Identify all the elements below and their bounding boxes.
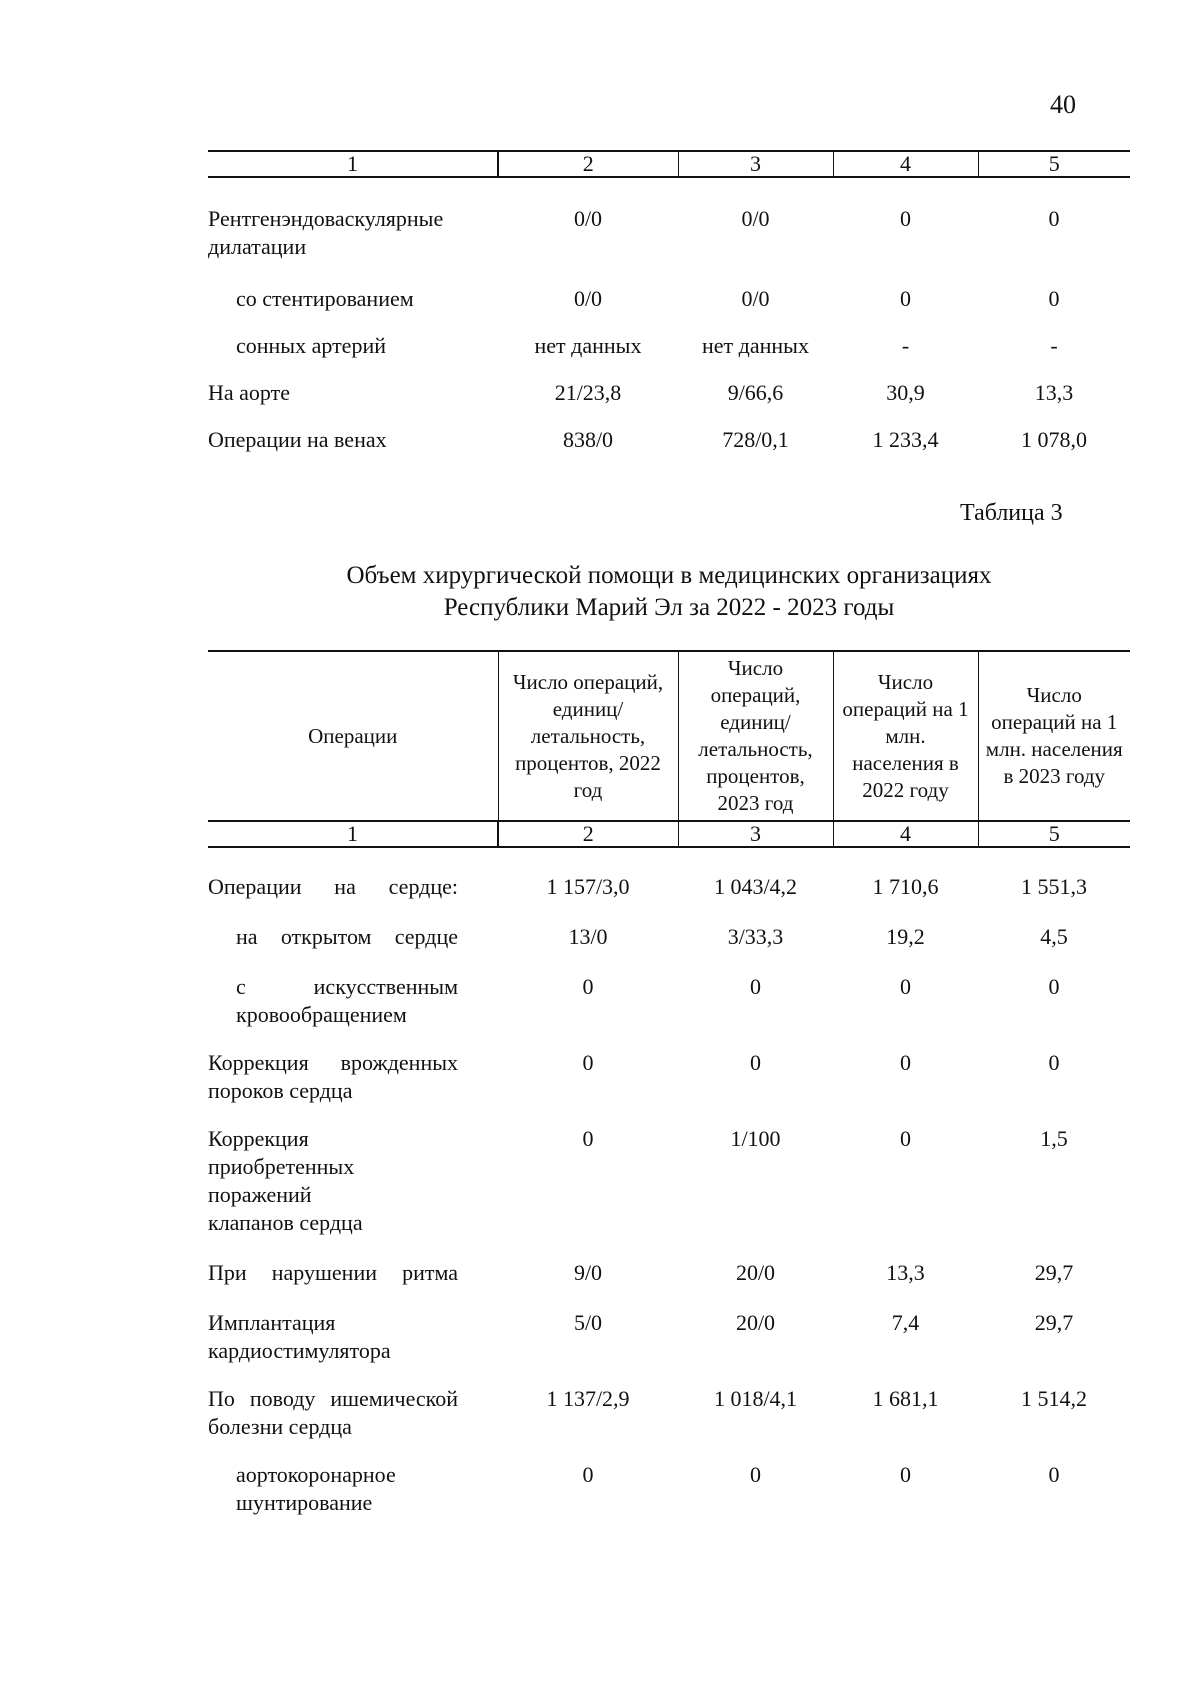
- cell: 728/0,1: [722, 427, 789, 452]
- cell: 19,2: [886, 924, 925, 949]
- row-name: По поводу ишемической болезни сердца: [208, 1386, 458, 1440]
- column-header: Операции: [308, 723, 398, 748]
- row-name: аортокоронарное шунтирование: [236, 1462, 396, 1516]
- cell: 3/33,3: [727, 924, 784, 949]
- cell: 0: [582, 974, 594, 999]
- table-row: [208, 426, 1130, 473]
- column-number: 3: [678, 821, 833, 847]
- cell: 0: [750, 1462, 761, 1487]
- cell: 0: [900, 1462, 911, 1487]
- row-name: со стентированием: [236, 286, 414, 311]
- cell: 0/0: [573, 286, 603, 311]
- column-number: 4: [833, 821, 978, 847]
- row-name: При нарушении ритма: [208, 1260, 458, 1285]
- cell: нет данных: [534, 333, 642, 358]
- cell: 13,3: [1034, 380, 1074, 405]
- cell: 1 710,6: [872, 874, 939, 899]
- cell: 30,9: [886, 380, 925, 405]
- cell: 0: [750, 1050, 761, 1075]
- column-number: 5: [978, 151, 1130, 177]
- row-name: с искусственным кровообращением: [236, 974, 458, 1028]
- cell: 29,7: [1034, 1260, 1074, 1285]
- cell: 0: [900, 206, 911, 231]
- column-number: 1: [347, 821, 358, 846]
- cell: 0: [1048, 286, 1060, 311]
- cell: нет данных: [702, 333, 809, 358]
- row-name: сонных артерий: [236, 333, 386, 358]
- column-header: Число операций на 1 млн. населения в 2023 году: [978, 651, 1130, 821]
- table-row: [208, 1385, 1130, 1461]
- column-number: 1: [347, 151, 358, 176]
- row-name: Рентгенэндоваскулярные дилатации: [208, 206, 444, 260]
- cell: 29,7: [1034, 1310, 1074, 1335]
- cell: 9/0: [573, 1260, 603, 1285]
- cell: 7,4: [891, 1310, 920, 1335]
- table-row: [208, 873, 1130, 923]
- cell: 0: [582, 1462, 594, 1487]
- table-row: [208, 923, 1130, 973]
- cell: 0: [1048, 206, 1060, 231]
- column-number: 4: [833, 151, 978, 177]
- cell: 0: [582, 1050, 594, 1075]
- cell: 20/0: [735, 1260, 776, 1285]
- row-name: Операции на сердце:: [208, 874, 458, 899]
- cell: 0: [1048, 1050, 1060, 1075]
- column-number: 2: [498, 821, 678, 847]
- column-number: 5: [978, 821, 1130, 847]
- table-row: [208, 332, 1130, 379]
- table-row: [208, 973, 1130, 1049]
- row-name: На аорте: [208, 380, 291, 405]
- cell: 1 043/4,2: [713, 874, 798, 899]
- cell: 20/0: [735, 1310, 776, 1335]
- row-name: Операции на венах: [208, 427, 387, 452]
- cell: 0/0: [741, 286, 770, 311]
- column-header: Число операций на 1 млн. населения в 2022 году: [833, 651, 978, 821]
- table-title-line: Объем хирургической помощи в медицинских организациях: [346, 562, 992, 589]
- cell: 838/0: [562, 427, 614, 452]
- table-row: [208, 379, 1130, 426]
- page-number: 40: [1050, 90, 1076, 119]
- cell: 21/23,8: [554, 380, 622, 405]
- table-label: Таблица 3: [960, 500, 1063, 526]
- cell: 0/0: [573, 206, 603, 231]
- row-name: Коррекция приобретенных поражений клапанов сердца: [208, 1126, 363, 1236]
- surgery-table: [208, 650, 1130, 1537]
- cell: 13/0: [568, 924, 608, 949]
- column-header: Число операций, единиц/ летальность, процентов, 2023 год: [678, 651, 833, 821]
- cell: 0: [1048, 1462, 1060, 1487]
- column-number-row: [208, 151, 1130, 177]
- table-row: [208, 1309, 1130, 1385]
- header-row: [208, 651, 1130, 821]
- cell: 1,5: [1040, 1126, 1068, 1151]
- column-number: 2: [498, 151, 678, 177]
- row-name: Коррекция врожденных пороков сердца: [208, 1050, 458, 1104]
- cell: 0: [900, 1126, 911, 1151]
- cell: 4,5: [1040, 924, 1068, 949]
- table-row: [208, 1461, 1130, 1537]
- cell: 1 078,0: [1021, 427, 1087, 452]
- cell: 0/0: [741, 206, 770, 231]
- cell: 1 018/4,1: [713, 1386, 798, 1411]
- column-number: 3: [678, 151, 833, 177]
- column-number-row: [208, 821, 1130, 847]
- column-header: Число операций, единиц/ летальность, процентов, 2022 год: [498, 651, 678, 821]
- table-row: [208, 285, 1130, 332]
- cell: 9/66,6: [727, 380, 784, 405]
- cell: 0: [582, 1126, 594, 1151]
- cell: -: [901, 333, 910, 358]
- table-row: [208, 1049, 1130, 1125]
- table-title: [208, 560, 1130, 624]
- cell: 0: [900, 974, 911, 999]
- cell: 1 551,3: [1021, 874, 1087, 899]
- continued-table: [208, 150, 1130, 473]
- cell: 0: [900, 286, 911, 311]
- row-name: Имплантация кардиостимулятора: [208, 1310, 391, 1364]
- table-title-line: Республики Марий Эл за 2022 - 2023 годы: [443, 594, 895, 621]
- row-name: на открытом сердце: [236, 924, 458, 949]
- cell: 1 137/2,9: [546, 1386, 630, 1411]
- cell: 13,3: [886, 1260, 925, 1285]
- cell: 0: [900, 1050, 911, 1075]
- cell: 0: [750, 974, 761, 999]
- cell: 1 157/3,0: [546, 874, 630, 899]
- cell: -: [1050, 333, 1058, 358]
- cell: 1 514,2: [1021, 1386, 1087, 1411]
- cell: 0: [1048, 974, 1060, 999]
- table-row: [208, 1125, 1130, 1259]
- cell: 1 681,1: [872, 1386, 939, 1411]
- table-row: [208, 205, 1130, 285]
- cell: 1/100: [730, 1126, 781, 1151]
- cell: 5/0: [573, 1310, 603, 1335]
- cell: 1 233,4: [872, 427, 939, 452]
- table-row: [208, 1259, 1130, 1309]
